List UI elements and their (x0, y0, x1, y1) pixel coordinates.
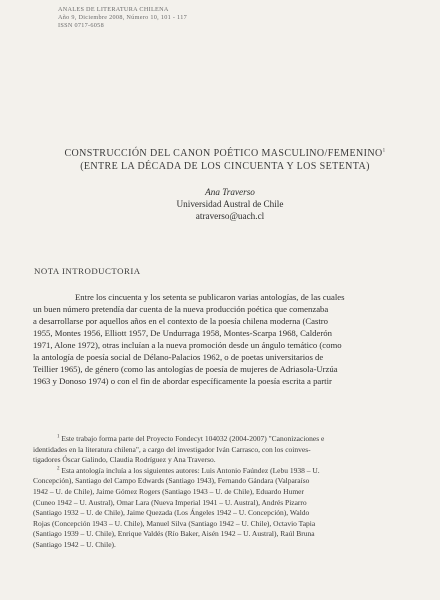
footnote-line: Rojas (Concepción 1943 – U. Chile), Manuel Silva (Santiago 1942 – U. Chile), Octavio Tapia (33, 518, 316, 528)
body-line: la antología de poesía social de Délano-Palacios 1962, o de poetas universitarios de (33, 351, 324, 362)
title-line-1: CONSTRUCCIÓN DEL CANON POÉTICO MASCULINO/FEMENINO$^1$ (64, 148, 386, 159)
journal-header (58, 6, 187, 31)
footnote-line: (Santiago 1942 – U. Chile). (33, 539, 116, 549)
title-line-2: (ENTRE LA DÉCADA DE LOS CINCUENTA Y LOS SETENTA) (80, 160, 370, 172)
section-heading: NOTA INTRODUCTORIA (34, 266, 141, 276)
body-line: 1963 y Donoso 1974) o con el fin de abordar específicamente la poesía escrita a partir (33, 375, 332, 386)
journal-name: ANALES DE LITERATURA CHILENA (58, 6, 169, 13)
article-title (40, 148, 410, 173)
issue-info: Año 9, Diciembre 2008, Número 10, 101 - 117 (58, 14, 188, 22)
footnote-line: (Santiago 1939 – U. Chile), Enrique Valdés (Río Baker, Aisén 1942 – U. Austral), Raúl Bruna (33, 529, 315, 539)
footnote-line: (Cuneo 1942 – U. Austral), Omar Lara (Nueva Imperial 1941 – U. Austral), Andrés Pizarro (33, 497, 307, 507)
author-affiliation: Universidad Austral de Chile (176, 198, 284, 209)
body-line: Entre los cincuenta y los setenta se publicaron varias antologías, de las cuales (75, 292, 345, 302)
author-email: atraverso@uach.cl (195, 210, 265, 221)
footnote-line: $^2$ Esta antología incluía a los siguientes autores: Luis Antonio Faúndez (Lebu 1938 – U. (57, 465, 320, 475)
issn: ISSN 0717-6058 (58, 22, 104, 30)
footnote-line: identidades en la literatura chilena", a cargo del investigador Iván Carrasco, con los coinves- (33, 444, 311, 454)
footnote-mark: 2 (57, 466, 60, 472)
author-block (40, 187, 420, 222)
footnotes (33, 434, 414, 551)
footnote-line: $^1$ Este trabajo forma parte del Proyecto Fondecyt 104032 (2004-2007) "Canonizaciones e (57, 434, 325, 443)
body-line: Teillier 1965), de género (como las antologías de poesía de mujeres de Adriasola-Urzúa (33, 363, 338, 374)
body-line: a desarrollarse por aquellos años en el contexto de la poesía chilena moderna (Castro (33, 315, 329, 326)
footnote-mark: 1 (57, 434, 60, 440)
footnote-line: (Santiago 1932 – U. de Chile), Jaime Quezada (Los Ángeles 1942 – U. Concepción), Waldo (33, 508, 310, 518)
author-name: Ana Traverso (205, 187, 255, 197)
footnote-line: tigadores Óscar Galindo, Claudia Rodríguez y Ana Traverso. (33, 455, 216, 465)
footnote-line: Concepción), Santiago del Campo Edwards (Santiago 1943), Fernando Gándara (Valparaíso (33, 476, 310, 486)
title-footnote-mark: 1 (382, 148, 386, 154)
body-line: un buen número pretendía dar cuenta de la nueva producción poética que comenzaba (33, 303, 329, 314)
body-line: 1955, Montes 1956, Elliott 1957, De Undurraga 1958, Montes-Scarpa 1968, Calderón (33, 327, 332, 338)
body-paragraph (33, 292, 414, 388)
footnote-line: 1942 – U. de Chile), Jaime Gómez Rogers (Santiago 1943 – U. de Chile), Eduardo Humer (33, 486, 304, 496)
body-line: 1971, Alone 1972), otras incluían a la nueva promoción desde un ángulo temático (como (33, 339, 342, 350)
